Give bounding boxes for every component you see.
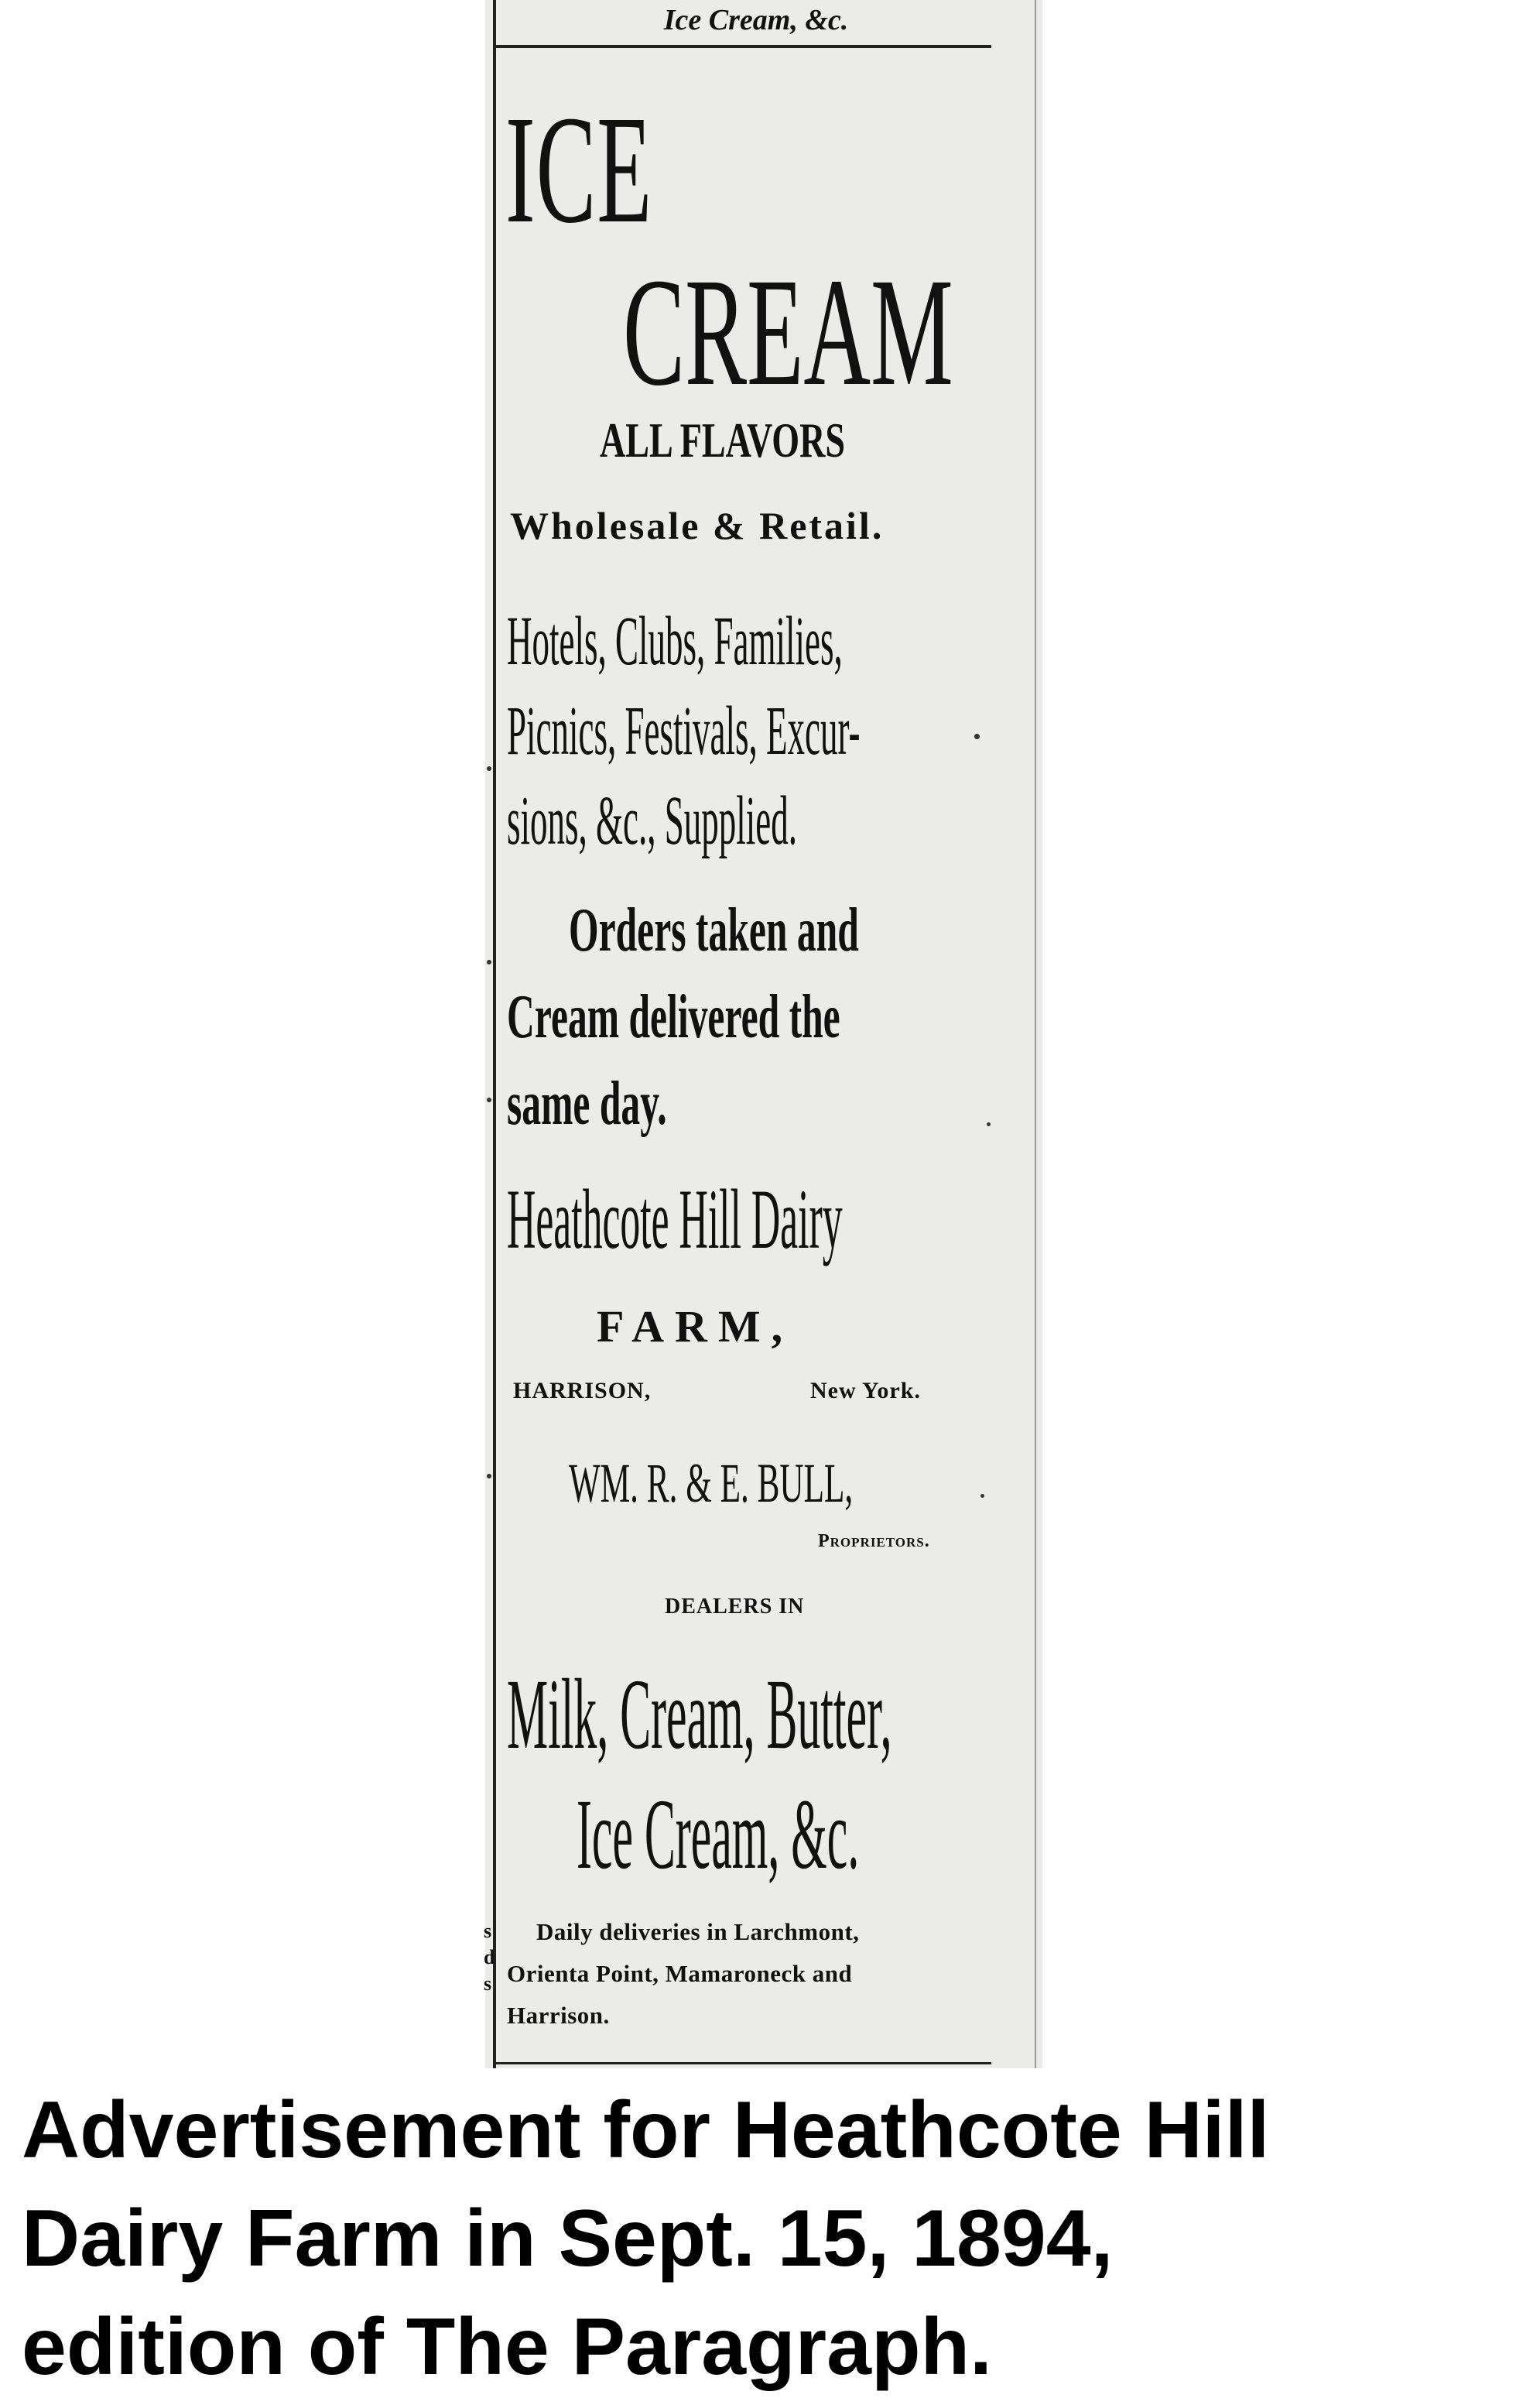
ink-speck bbox=[487, 1098, 491, 1102]
headline-cream: CREAM bbox=[623, 247, 953, 418]
column-rule-left bbox=[493, 0, 496, 2068]
ink-speck bbox=[987, 1122, 991, 1126]
ink-speck bbox=[487, 766, 491, 771]
caption-line: Dairy Farm in Sept. 15, 1894, bbox=[22, 2194, 1114, 2283]
ink-speck bbox=[980, 1494, 984, 1498]
dairy-name: Heathcote Hill Dairy bbox=[507, 1172, 843, 1266]
wholesale-retail-text: Wholesale & Retail. bbox=[510, 504, 885, 547]
dealers-in-text: DEALERS IN bbox=[665, 1595, 805, 1619]
hotels-line: Picnics, Festivals, Excur- bbox=[507, 693, 861, 769]
margin-mark: d bbox=[484, 1946, 495, 1968]
orders-line: Orders taken and bbox=[569, 896, 859, 964]
ink-speck bbox=[487, 960, 491, 964]
products-line: Ice Cream, &c. bbox=[577, 1779, 860, 1890]
image-caption bbox=[22, 2076, 1531, 2401]
orders-line: Cream delivered the bbox=[507, 983, 840, 1051]
proprietors-label: Proprietors. bbox=[818, 1531, 930, 1551]
hotels-line: Hotels, Clubs, Families, bbox=[507, 603, 843, 680]
bottom-rule bbox=[496, 2062, 991, 2064]
products-line: Milk, Cream, Butter, bbox=[507, 1659, 892, 1770]
header-rule bbox=[496, 45, 991, 48]
caption-line: Advertisement for Heathcote Hill bbox=[22, 2085, 1270, 2175]
clipping-header: Ice Cream, &c. bbox=[663, 4, 849, 36]
location-state: New York. bbox=[810, 1378, 921, 1403]
deliveries-line: Daily deliveries in Larchmont, bbox=[536, 1918, 860, 1945]
farm-text: FARM, bbox=[597, 1301, 794, 1352]
orders-line: same day. bbox=[507, 1070, 667, 1138]
hotels-line: sions, &c., Supplied. bbox=[507, 783, 798, 859]
location-city: HARRISON, bbox=[513, 1378, 652, 1403]
deliveries-line: Harrison. bbox=[507, 2002, 610, 2029]
deliveries-line: Orienta Point, Mamaroneck and bbox=[507, 1960, 853, 1987]
ink-speck bbox=[487, 1474, 491, 1478]
proprietors-names: WM. R. & E. BULL, bbox=[569, 1452, 854, 1514]
caption-line: edition of The Paragraph. bbox=[22, 2302, 992, 2392]
all-flavors-text: ALL FLAVORS bbox=[600, 413, 846, 468]
column-rule-right bbox=[1035, 0, 1036, 2068]
newspaper-clipping bbox=[485, 0, 1042, 2068]
margin-mark: s bbox=[484, 1972, 492, 1995]
ink-speck bbox=[974, 734, 980, 739]
margin-mark: s bbox=[484, 1920, 492, 1942]
headline-ice: ICE bbox=[505, 84, 653, 255]
